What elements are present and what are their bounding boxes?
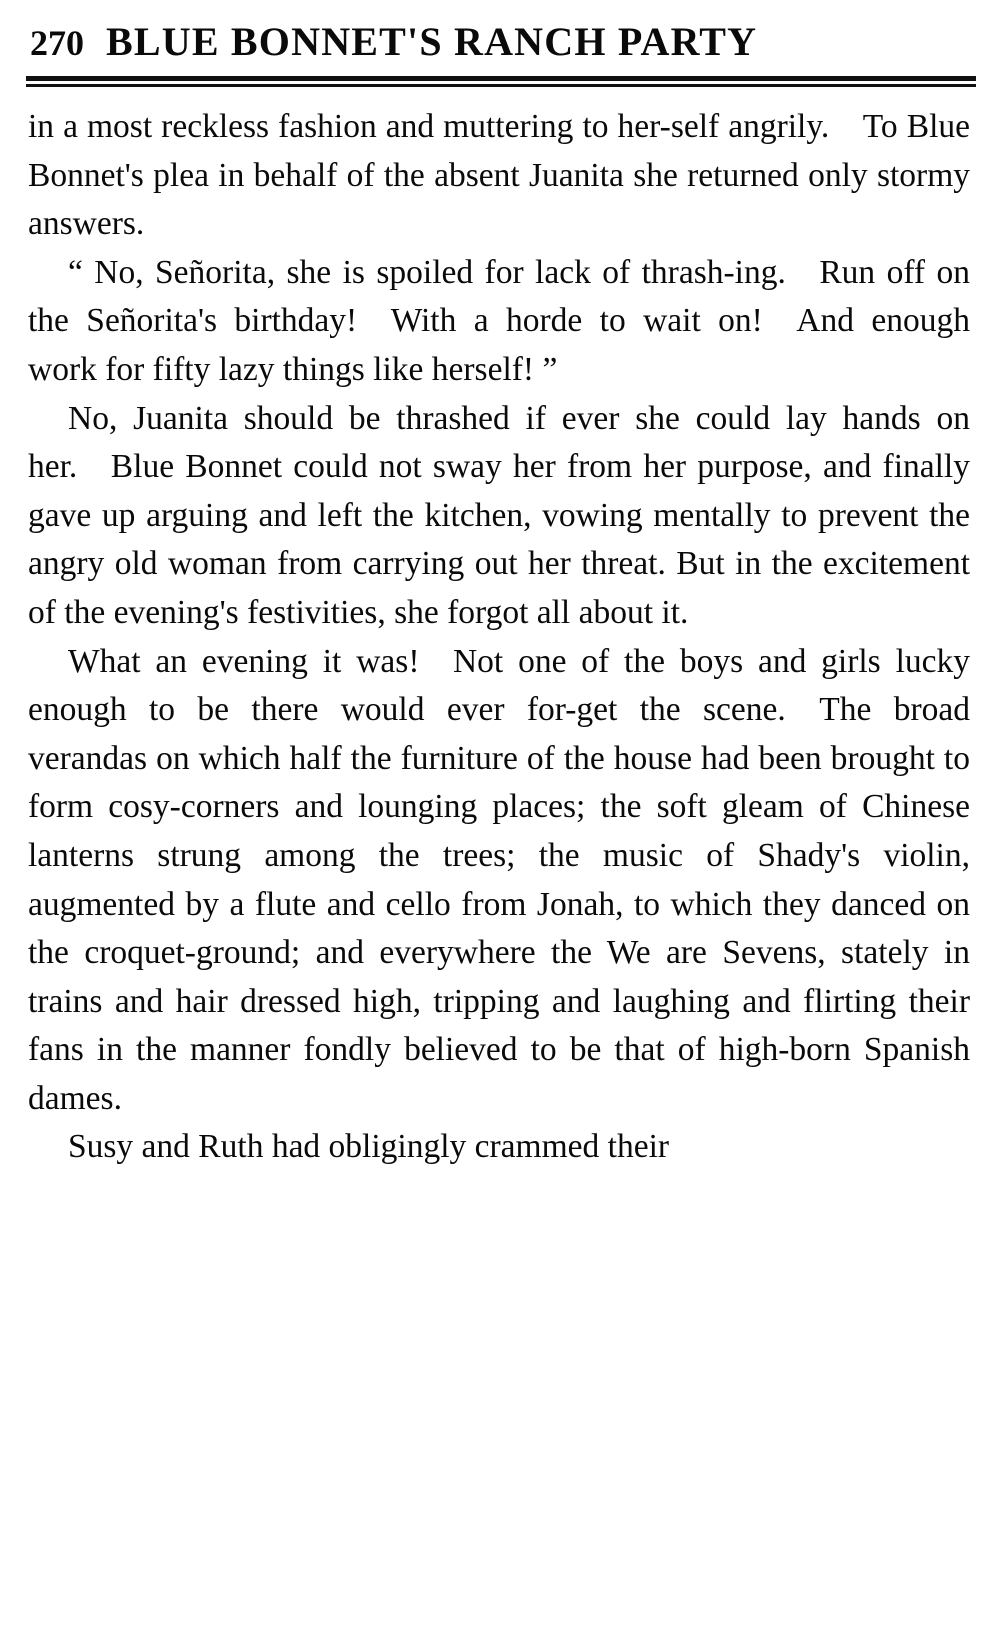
page-header (0, 0, 1000, 62)
paragraph: Susy and Ruth had obligingly crammed their (68, 1128, 670, 1166)
running-title: BLUE BONNET'S RANCH PARTY (106, 19, 758, 64)
paragraph: in a most reckless fashion and muttering to her-self angrily. To Blue Bonnet's plea in behalf of the absent Juanita she returned only stormy answers. (28, 108, 970, 243)
page-number: 270 (30, 23, 84, 63)
paragraph: What an evening it was! Not one of the boys and girls lucky enough to be there would ever for-get the scene. The broad verandas on which half the furniture of the house had been brought to form cosy-corners and lounging places; the soft gleam of Chinese lanterns strung among the trees; the music of Shady's violin, augmented by a flute and cello from Jonah, to which they danced on the croquet-ground; and everywhere the We are Sevens, stately in trains and hair dressed high, tripping and laughing and flirting their fans in the manner fondly believed to be that of high-born Spanish dames. (28, 642, 970, 1117)
divider-thin-line (26, 84, 976, 87)
paragraph: No, Juanita should be thrashed if ever she could lay hands on her. Blue Bonnet could not sway her from her purpose, and finally gave up arguing and left the kitchen, vowing mentally to prevent the angry old woman from carrying out her threat. But in the excitement of the evening's festivities, she forgot all about it. (28, 399, 970, 631)
header-divider (26, 76, 976, 87)
body-text (28, 103, 970, 1172)
paragraph: “ No, Señorita, she is spoiled for lack of thrash-ing. Run off on the Señorita's birthday! With a horde to wait on! And enough work for fifty lazy things like herself! ” (28, 253, 970, 388)
